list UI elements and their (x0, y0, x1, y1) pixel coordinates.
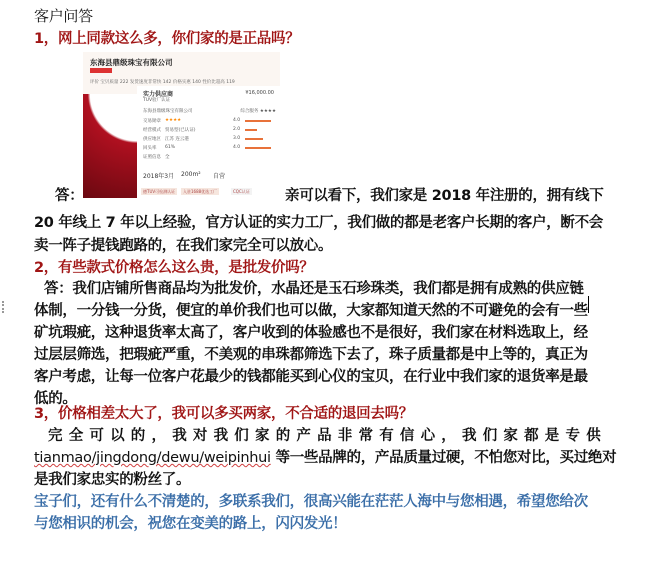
panel-title: 实力供应商 (143, 91, 174, 98)
page-heading: 客户问答 (34, 7, 93, 25)
text-cursor (588, 296, 589, 313)
label: 证照信息 (143, 155, 161, 160)
score-bar (245, 120, 271, 122)
drag-handle[interactable] (2, 301, 7, 313)
panel-sub: TUV验厂认证 (143, 98, 171, 103)
area: 200m² (181, 171, 201, 178)
service-rating: 综合服务 ★★★★ (240, 109, 276, 114)
closing-line: 与您相识的机会，祝您在变美的路上，闪闪发光！ (34, 516, 347, 532)
label: 回头率 (143, 146, 157, 151)
label: 供应地区 (143, 137, 161, 142)
business-type: 自营 (213, 173, 226, 180)
badge: 德TUV可检测认证 (143, 189, 176, 194)
question-3: 3，价格相差太大了，我可以多买两家，不合适的退回去吗？ (34, 406, 413, 422)
score: 4.0 (233, 118, 241, 123)
value: 全 (165, 155, 170, 160)
answer-3-line: 完全可以的，我对我们家的产品非常有信心，我们家都是专供 (48, 428, 607, 444)
score-bar (245, 129, 257, 131)
label: 交易勋章 (143, 119, 161, 124)
answer-2-line: 体制，一分钱一分货，便宜的单价我们也可以做，大家都知道天然的不可避免的会有一些 (34, 303, 588, 319)
answer-3-rest: 等一些品牌的，产品质量过硬，不怕您对比，买过绝对 (275, 450, 617, 466)
score: 4.0 (233, 145, 241, 150)
label: 经营模式 (143, 128, 161, 133)
value: 江苏 连云港 (165, 137, 189, 142)
answer-prefix: 答： (55, 188, 84, 204)
value: 61% (165, 145, 176, 150)
shop-tag (90, 68, 112, 73)
question-2: 2，有些款式价格怎么这么贵，是批发价吗？ (34, 260, 314, 276)
answer-1-line: 卖一阵子提钱跑路的，在我们家完全可以放心。 (34, 238, 333, 254)
value: 贸易型(已认证) (165, 128, 196, 133)
answer-3-line: 是我们家忠实的粉丝了。 (34, 472, 191, 488)
question-1: 1，网上同款这么多，你们家的是正品吗？ (34, 31, 300, 47)
product-image (83, 94, 137, 198)
score-bar (245, 138, 263, 140)
answer-2-line: 答：我们店铺所售商品均为批发价，水晶还是玉石珍珠类，我们都是拥有成熟的供应链 (44, 281, 584, 297)
badge: 入驻1688优选工厂 (183, 189, 218, 194)
price: ¥16,000.00 (245, 90, 274, 96)
badge: CQC认证 (233, 189, 250, 194)
answer-2-line: 客户考虑，让每一位客户花最少的钱都能买到心仪的宝贝，在行业中我们家的退货率是最 (34, 369, 588, 385)
shop-info-screenshot (83, 52, 280, 198)
company-line: 东海县鼎级珠宝有限公司 (143, 109, 193, 114)
score: 3.0 (233, 136, 241, 141)
answer-2-line: 矿坑瑕疵，这种退货率太高了，客户收到的体验感也不是很好，我们家在材料选取上，经 (34, 325, 588, 341)
score: 2.0 (233, 127, 241, 132)
answer-1-line: 亲可以看下，我们家是 2018 年注册的，拥有线下 (285, 188, 604, 204)
founded: 2018年3月 (143, 173, 175, 180)
platform-names: tianmao/jingdong/dewu/weipinhui (34, 450, 271, 466)
shop-name: 东海县鼎级珠宝有限公司 (90, 58, 173, 67)
closing-line: 宝子们，还有什么不清楚的，多联系我们，很高兴能在茫茫人海中与您相遇，希望您给次 (34, 494, 588, 510)
score-bar (245, 147, 271, 149)
answer-2-line: 过层层筛选，把瑕疵严重，不美观的串珠都筛选下去了，珠子质量都是中上等的，真正为 (34, 347, 588, 363)
answer-1-line: 20 年线上 7 年以上经验，官方认证的实力工厂，我们做的都是老客户长期的客户，断不会 (34, 215, 604, 231)
answer-2-line: 低的。 (34, 391, 77, 407)
ratings-row: 评价 宝贝质量 222 发货速度非常快 142 价格实惠 140 性价比超高 119 (90, 80, 235, 85)
value: ★★★★ (165, 118, 182, 123)
supplier-panel (137, 86, 280, 198)
